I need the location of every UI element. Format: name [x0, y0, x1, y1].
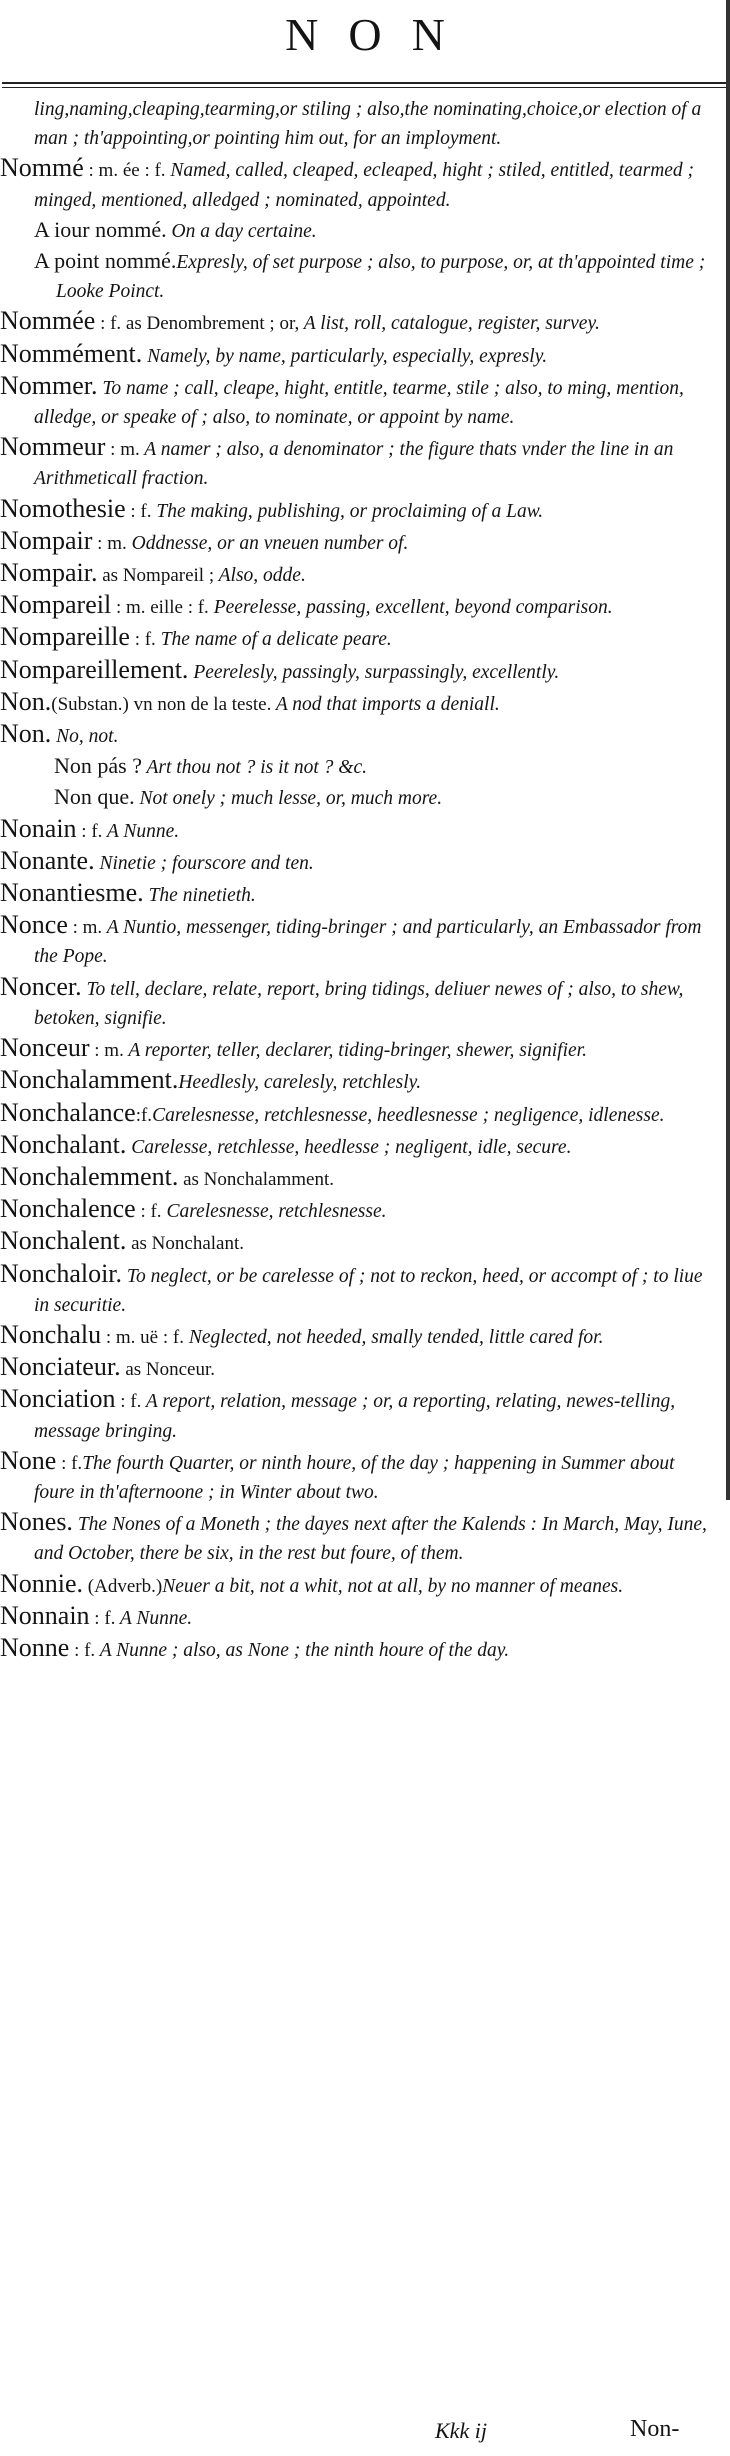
dictionary-entry: Nonchalent. as Nonchalant.: [0, 1226, 244, 1256]
dictionary-entry: Nompareille : f. The name of a delicate peare.: [0, 622, 392, 652]
dictionary-entry: Nonchalemment. as Nonchalamment.: [0, 1161, 334, 1191]
headword: Nonantiesme.: [0, 878, 144, 908]
headword: Nones.: [0, 1507, 73, 1537]
dictionary-subentry: A iour nommé. On a day certaine.: [34, 216, 317, 242]
dictionary-entry: Nonne : f. A Nunne ; also, as None ; the ninth houre of the day.: [0, 1632, 510, 1662]
dictionary-entry: Nonchaloir. To neglect, or be carelesse of ; not to reckon, heed, or accompt of ; to liue in securitie.: [0, 1258, 703, 1316]
dictionary-subentry: A point nommé.Expresly, of set purpose ; also, to purpose, or, at th'appointed time ; Looke Poinct.: [34, 248, 706, 303]
dictionary-entry: Nonain : f. A Nunne.: [0, 813, 180, 843]
headword: Nonain: [0, 813, 77, 843]
dictionary-entry: None : f.The fourth Quarter, or ninth houre, of the day ; happening in Summer about foure in th'afternoone ; in Winter about two.: [0, 1445, 675, 1503]
dictionary-entry: Nonchalant. Carelesse, retchlesse, heedlesse ; negligent, idle, secure.: [0, 1129, 572, 1159]
headword: Nonchalemment.: [0, 1161, 179, 1191]
entry-list: [0, 95, 715, 1665]
headword: A iour nommé.: [34, 216, 167, 242]
header-rule-thin: [2, 87, 728, 88]
headword: None: [0, 1445, 57, 1475]
dictionary-subentry: Non que. Not onely ; much lesse, or, much more.: [54, 784, 443, 810]
dictionary-entry: Nompair. as Nompareil ; Also, odde.: [0, 558, 306, 588]
headword: Nonciateur.: [0, 1352, 121, 1382]
headword: Nomothesie: [0, 493, 126, 523]
dictionary-entry: Nonantiesme. The ninetieth.: [0, 878, 256, 908]
dictionary-entry: Nonchalence : f. Carelesnesse, retchlesnesse.: [0, 1194, 387, 1224]
headword: Nommée: [0, 306, 96, 336]
dictionary-entry: Non. No, not.: [0, 719, 119, 749]
headword: Nonchalant.: [0, 1129, 127, 1159]
headword: Nonceur: [0, 1033, 90, 1063]
dictionary-entry: Nommé : m. ée : f. Named, called, cleaped, ecleaped, hight ; stiled, entitled, tearmed ; minged, mentioned, alledged ; nominated, appointed.: [0, 153, 695, 211]
dictionary-entry: Nonnie. (Adverb.)Neuer a bit, not a whit, not at all, by no manner of meanes.: [0, 1568, 624, 1598]
headword: Nompareille: [0, 622, 130, 652]
headword: Nonnie.: [0, 1568, 84, 1598]
headword: Nonnain: [0, 1600, 90, 1630]
dictionary-entry: Nonante. Ninetie ; fourscore and ten.: [0, 845, 314, 875]
headword: Nonce: [0, 910, 68, 940]
headword: Non.: [0, 686, 52, 716]
headword: Nonchaloir.: [0, 1258, 123, 1288]
dictionary-entry: Nonchalance:f.Carelesnesse, retchlesnesse, heedlesnesse ; negligence, idlenesse.: [0, 1097, 665, 1127]
headword: Nompair.: [0, 558, 98, 588]
page-footer: [0, 2412, 730, 2452]
dictionary-entry: Non.(Substan.) vn non de la teste. A nod that imports a deniall.: [0, 686, 500, 716]
headword: Non que.: [54, 784, 135, 810]
headword: Nonchalence: [0, 1194, 136, 1224]
headword: Nonchalamment.: [0, 1065, 179, 1095]
dictionary-entry: Nomothesie : f. The making, publishing, or proclaiming of a Law.: [0, 493, 544, 523]
dictionary-entry: Noncer. To tell, declare, relate, report, bring tidings, deliuer newes of ; also, to shew, betoken, signifie.: [0, 971, 684, 1029]
dictionary-entry: Nompair : m. Oddnesse, or an vneuen number of.: [0, 525, 409, 555]
dictionary-entry: Nonceur : m. A reporter, teller, declarer, tiding-bringer, shewer, signifier.: [0, 1033, 587, 1063]
dictionary-entry: Nonchalu : m. uë : f. Neglected, not heeded, smally tended, little cared for.: [0, 1319, 604, 1349]
dictionary-entry: Nommeur : m. A namer ; also, a denominator ; the figure thats vnder the line in an Arithmeticall fraction.: [0, 432, 674, 490]
headword: Nonchalent.: [0, 1226, 127, 1256]
headword: Nommer.: [0, 370, 98, 400]
column-rule: [726, 0, 730, 1500]
dictionary-entry: Nompareil : m. eille : f. Peerelesse, passing, excellent, beyond comparison.: [0, 590, 613, 620]
headword: A point nommé.: [34, 248, 177, 274]
dictionary-entry: Nones. The Nones of a Moneth ; the dayes next after the Kalends : In March, May, Iune, and October, there be six, in the rest but foure, of them.: [0, 1507, 707, 1565]
dictionary-entry: Nommée : f. as Denombrement ; or, A list, roll, catalogue, register, survey.: [0, 306, 600, 336]
dictionary-entry: Nommément. Namely, by name, particularly, especially, expresly.: [0, 338, 548, 368]
headword: Nompareillement.: [0, 654, 189, 684]
dictionary-entry: Nonchalamment.Heedlesly, carelesly, retchlesly.: [0, 1065, 422, 1095]
headword: Nommément.: [0, 338, 143, 368]
headword: Nompair: [0, 525, 93, 555]
running-head: NON: [285, 9, 475, 60]
header-rule: [2, 82, 728, 84]
dictionary-entry: Nommer. To name ; call, cleape, hight, entitle, tearme, stile ; also, to ming, mention, alledge, or speake of ; also, to nominate, or appoint by name.: [0, 370, 684, 429]
headword: Nonciation: [0, 1384, 116, 1414]
headword: Nonchalu: [0, 1319, 102, 1349]
signature-mark: Kkk ij: [435, 2418, 487, 2443]
dictionary-entry: Nompareillement. Peerelesly, passingly, surpassingly, excellently.: [0, 654, 560, 684]
headword: Nommé: [0, 153, 84, 183]
dictionary-entry: Nonciateur. as Nonceur.: [0, 1352, 216, 1382]
dictionary-entry: Nonciation : f. A report, relation, message ; or, a reporting, relating, newes-telling, message bringing.: [0, 1384, 676, 1442]
dictionary-entry: Nonce : m. A Nuntio, messenger, tiding-bringer ; and particularly, an Embassador from the Pope.: [0, 910, 702, 968]
headword: Nonante.: [0, 845, 95, 875]
headword: Nommeur: [0, 432, 106, 462]
dictionary-entry: Nonnain : f. A Nunne.: [0, 1600, 193, 1630]
dictionary-entry: ling,naming,cleaping,tearming,or stiling ; also,the nominating,choice,or election of a man ; th'appointing,or pointing him out, for an imployment.: [34, 99, 702, 150]
headword: Noncer.: [0, 971, 82, 1001]
headword: Nonchalance: [0, 1097, 136, 1127]
headword: Non.: [0, 719, 52, 749]
headword: Nompareil: [0, 590, 112, 620]
dictionary-subentry: Non pás ? Art thou not ? is it not ? &c.: [54, 753, 367, 779]
headword: Nonne: [0, 1632, 70, 1662]
headword: Non pás ?: [54, 753, 142, 779]
catchword: Non-: [630, 2416, 680, 2442]
